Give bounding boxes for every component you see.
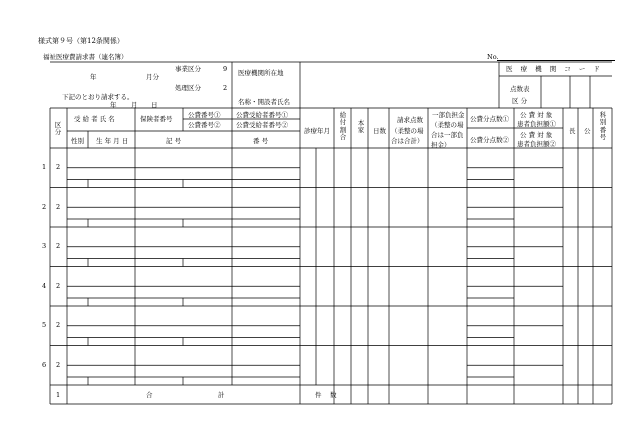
col-hokensha-no: 保険者番号 [140, 115, 173, 123]
clinic-address-label: 医療機関所在地 [238, 69, 284, 77]
jigyo-kubun-label: 事業区分 [175, 65, 201, 73]
row-number: 3 [42, 242, 47, 250]
clinic-name-label: 名称・開設者氏名 [238, 98, 290, 106]
form-number: 様式第９号（第12条関係） [38, 37, 124, 45]
number-label: No. [487, 53, 499, 61]
row-number: 5 [42, 321, 47, 329]
col-jukyusha-name: 受 給 者 氏 名 [74, 115, 115, 123]
col-seikyu-note: （柔整の場合は合計） [391, 127, 424, 145]
col-birth: 生 年 月 日 [96, 137, 129, 145]
col-kamoku-bango: 科別番号 [599, 111, 607, 141]
col-seikyu-tensu: 請求点数 [397, 116, 423, 124]
col-kohi-futan-2a: 公 費 対 象 [520, 131, 553, 139]
col-kohi-jukyu-2: 公費受給者番号② [236, 121, 288, 129]
col-kohi-futan-1b: 患者負担額① [517, 120, 556, 128]
col-kigo: 記 号 [166, 137, 182, 145]
total-ken: 件 [315, 391, 322, 399]
date-day: 日 [151, 101, 158, 109]
row-number: 2 [42, 202, 47, 211]
request-statement: 下記のとおり請求する。 [62, 93, 134, 101]
form-title: 福祉医療費請求書（連名簿） [43, 53, 128, 61]
col-ichibu: 一部負担金 [432, 111, 465, 119]
col-kohi-futan-2b: 患者負担額② [517, 140, 556, 148]
row-kubun: 2 [56, 360, 61, 369]
total-go: 合 [146, 391, 153, 399]
clinic-code-label: 医 療 機 関 コ ー ド [506, 65, 603, 73]
row-number: 1 [42, 163, 47, 171]
row-kubun: 2 [56, 202, 61, 211]
row-kubun: 2 [56, 281, 61, 290]
col-shinryo-ym: 診療年月 [304, 127, 330, 135]
row-kubun: 2 [56, 321, 61, 329]
total-kubun: 1 [56, 391, 61, 399]
row-kubun: 2 [56, 242, 61, 250]
col-nissu: 日数 [373, 127, 386, 135]
date-year: 年 [110, 101, 117, 109]
tensu-hyo-label: 点数表 [510, 85, 530, 93]
col-kohi-tensu-1: 公費分点数① [470, 115, 509, 123]
shori-kubun-value: 2 [223, 84, 228, 92]
row-number: 4 [42, 281, 47, 290]
date-month: 月 [131, 101, 138, 109]
header-month: 月分 [146, 73, 159, 81]
col-kyufu-wariai: 給付割合 [339, 111, 347, 141]
col-ichibu-note: （柔整の場合は一部負担金） [431, 121, 464, 149]
col-honka: 本家 [357, 119, 365, 135]
col-bango: 番 号 [253, 137, 269, 145]
row-kubun: 2 [56, 163, 61, 171]
col-kohi-tensu-2: 公費分点数② [470, 136, 509, 144]
row-number: 6 [42, 360, 47, 369]
header-year: 年 [90, 73, 97, 81]
col-kohi-no-1: 公費番号① [188, 111, 221, 119]
col-kubun: 区分 [54, 121, 62, 137]
col-kohi-futan-1a: 公 費 対 象 [520, 111, 553, 119]
col-kohi-jukyu-1: 公費受給者番号① [236, 111, 288, 119]
col-sex: 性別 [71, 137, 84, 145]
col-kohi-no-2: 公費番号② [188, 121, 221, 129]
total-su: 数 [330, 391, 337, 399]
shori-kubun-label: 処理区分 [175, 84, 201, 92]
jigyo-kubun-value: 9 [223, 65, 228, 73]
col-cho: 長 [569, 127, 576, 135]
total-kei: 計 [218, 391, 225, 399]
col-ko: 公 [584, 127, 591, 135]
tensu-kubun-label: 区 分 [512, 97, 528, 105]
